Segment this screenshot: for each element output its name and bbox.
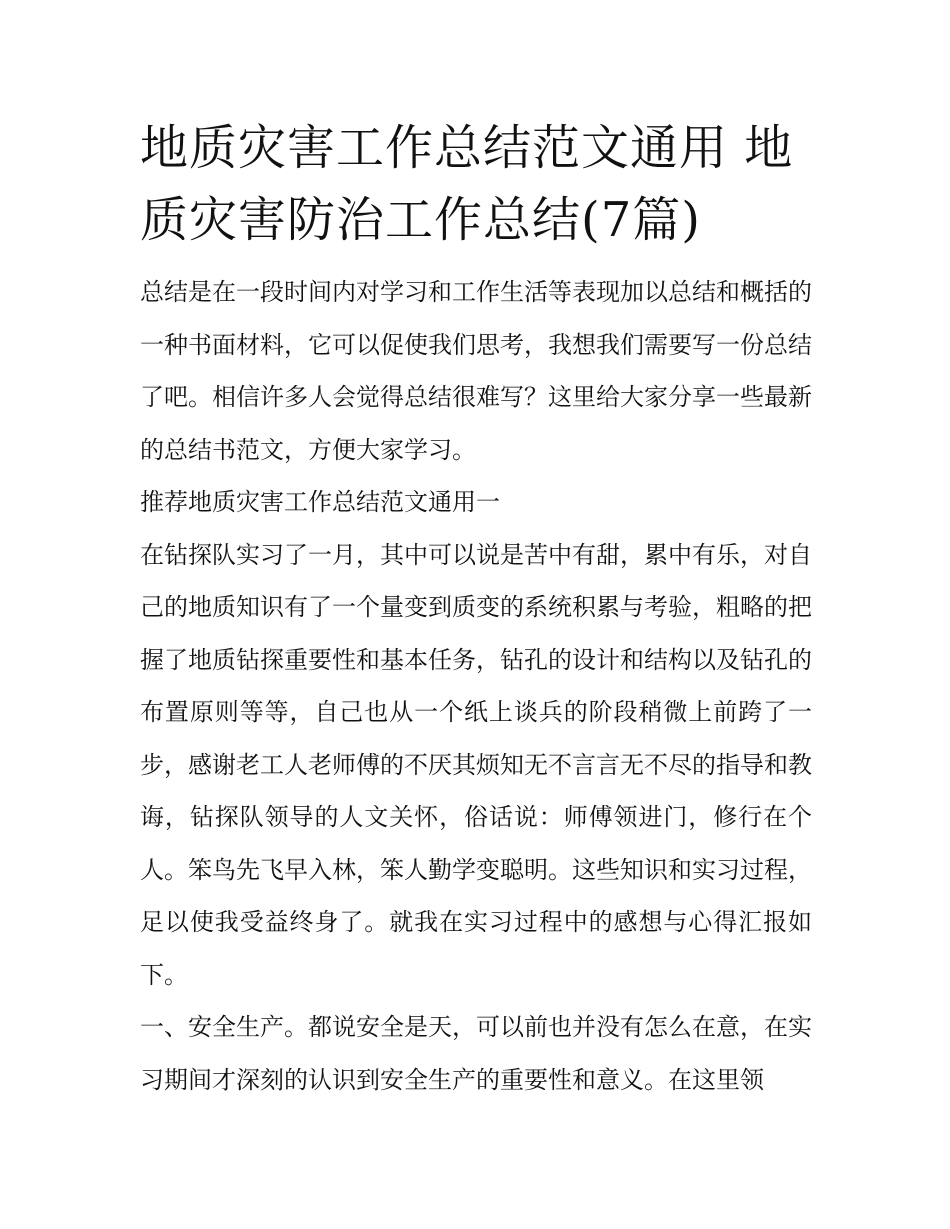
intro-paragraph: 总结是在一段时间内对学习和工作生活等表现加以总结和概括的一种书面材料，它可以促使我们思考，我想我们需要写一份总结了吧。相信许多人会觉得总结很难写？这里给大家分享一些最新的总结书范文，方便大家学习。: [140, 278, 812, 464]
section-heading: 推荐地质灾害工作总结范文通用一: [140, 488, 500, 516]
body-paragraph: 一、安全生产。都说安全是天，可以前也并没有怎么在意，在实习期间才深刻的认识到安全生产的重要性和意义。在这里领: [140, 1013, 812, 1094]
body-paragraph: 在钻探队实习了一月，其中可以说是苦中有甜，累中有乐，对自己的地质知识有了一个量变到质变的系统积累与考验，粗略的把握了地质钻探重要性和基本任务，钻孔的设计和结构以及钻孔的布置原则等等，自己也从一个纸上谈兵的阶段稍微上前跨了一步，感谢老工人老师傅的不厌其烦知无不言言无不尽的指导和教诲，钻探队领导的人文关怀，俗话说：师傅领进门，修行在个人。笨鸟先飞早入林，笨人勤学变聪明。这些知识和实习过程，足以使我受益终身了。就我在实习过程中的感想与心得汇报如下。: [140, 540, 812, 989]
document-title: 地质灾害工作总结范文通用 地质灾害防治工作总结(7篇): [140, 120, 794, 248]
document-page: [140, 112, 812, 1106]
